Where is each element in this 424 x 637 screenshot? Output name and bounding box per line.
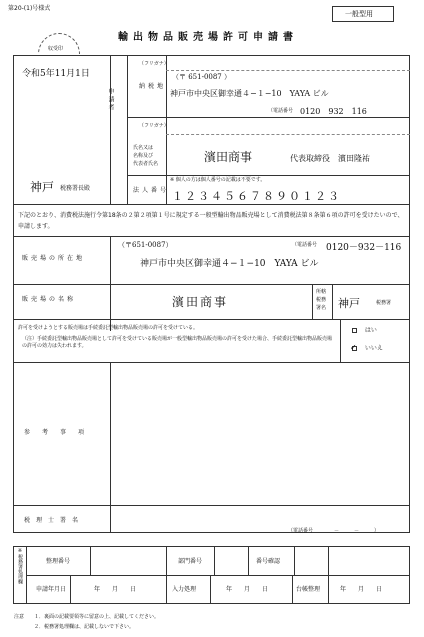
- accountant-phone-value: － － ）: [334, 528, 380, 534]
- furigana-label-1: （フリガナ）: [139, 61, 169, 67]
- apply-date-ymd: 年 月 日: [94, 586, 137, 593]
- application-date: 令和5年11月1日: [22, 69, 90, 79]
- shop-postal-code: （〒651-0087）: [118, 241, 173, 249]
- receipt-stamp-label: 収受印: [48, 46, 64, 52]
- input-label: 入力処理: [172, 586, 197, 593]
- jurisdiction-label-2: 税務: [316, 297, 327, 303]
- tax-phone-label: （電話番号: [268, 108, 294, 114]
- dept-no-label: 部門番号: [178, 558, 203, 565]
- apply-date-label: 申請年月日: [36, 586, 67, 593]
- shop-name-label: 販売場の名称: [22, 296, 77, 303]
- corp-number: １２３４５６７８９０１２３: [172, 190, 341, 203]
- tax-postal-code: （〒 651-0087 ）: [172, 73, 231, 81]
- shop-address: 神戸市中央区御幸通４−１−10 YAYA ビル: [140, 259, 319, 269]
- yes-option[interactable]: [352, 328, 377, 334]
- name-label-3: 代表者氏名: [133, 161, 159, 167]
- permit-text: 許可を受けようとする販売場は手続委託型輸出物品販売場の許可を受けている。: [18, 325, 199, 331]
- type-badge: [332, 6, 394, 22]
- accountant-label: 税理士署名: [24, 517, 85, 524]
- form-number: 第20-(1)号様式: [8, 5, 51, 12]
- jurisdiction-label-3: 署名: [316, 305, 327, 311]
- name-label-1: 氏名又は: [133, 145, 154, 151]
- yes-label: はい: [364, 327, 377, 334]
- statement-text: 下記のとおり、消費税法施行令第18条の２第２項第１号に規定する一般型輸出物品販売場として消費税法第８条第６項の許可を受けたいので、申請します。: [18, 212, 404, 230]
- note-2: ２．税務署処理欄は、記載しないで下さい。: [34, 624, 135, 630]
- tax-office-name: 神戸: [30, 180, 55, 194]
- tax-phone: 0120 932 116: [300, 107, 367, 116]
- jurisdiction-suffix: 税務署: [376, 300, 392, 306]
- shop-location-label: 販売場の所在地: [22, 255, 86, 262]
- corp-number-label: 法人番号: [133, 187, 170, 194]
- shop-name: 濱田商事: [172, 295, 229, 309]
- check-mark-icon: ✓: [350, 343, 357, 352]
- number-check-label: 番号確認: [256, 558, 281, 565]
- reg-no-label: 整理番号: [46, 558, 71, 565]
- tax-place-label: 納税地: [139, 83, 167, 90]
- accountant-phone-label: （電話番号: [288, 528, 314, 534]
- office-use-label: ※税務署処理欄: [17, 548, 23, 584]
- type-badge-label: 一般型用: [345, 10, 373, 18]
- no-label: いいえ: [364, 345, 383, 352]
- ledger-ymd: 年 月 日: [340, 586, 383, 593]
- remarks-label: 参考事項: [24, 429, 97, 436]
- notes-label: 注意: [14, 614, 25, 620]
- permit-note: （注）手続委託型輸出物品販売場として許可を受けている販売場が一般型輸出物品販売場の許可を受けた場合、手続委託型輸出物品販売場の許可の効力は失われます。: [22, 336, 333, 349]
- page-title: 輸出物品販売場許可申請書: [118, 32, 298, 43]
- ledger-label: 台帳整理: [296, 586, 321, 593]
- yes-checkbox[interactable]: [352, 328, 357, 333]
- jurisdiction-label-1: 所轄: [316, 289, 327, 295]
- tax-office-suffix: 税務署長殿: [60, 185, 91, 192]
- company-name: 濱田商事: [204, 150, 253, 164]
- name-label-2: 名称及び: [133, 153, 154, 159]
- input-ymd: 年 月 日: [226, 586, 269, 593]
- furigana-label-2: （フリガナ）: [139, 123, 169, 129]
- shop-phone-label: （電話番号: [292, 242, 318, 248]
- applicant-label-text: 申請者: [107, 88, 114, 112]
- jurisdiction-office: 神戸: [338, 297, 360, 310]
- tax-address: 神戸市中央区御幸通４−１−10 YAYA ビル: [170, 89, 329, 98]
- note-1: １．裏面の記載要領等に留意の上、記載してください。: [34, 614, 160, 620]
- representative-name: 代表取締役 濱田隆祐: [290, 154, 370, 163]
- shop-phone: 0120－932－116: [326, 243, 402, 253]
- corp-number-note: ※ 個人の方は個人番号の記載は不要です。: [170, 177, 266, 183]
